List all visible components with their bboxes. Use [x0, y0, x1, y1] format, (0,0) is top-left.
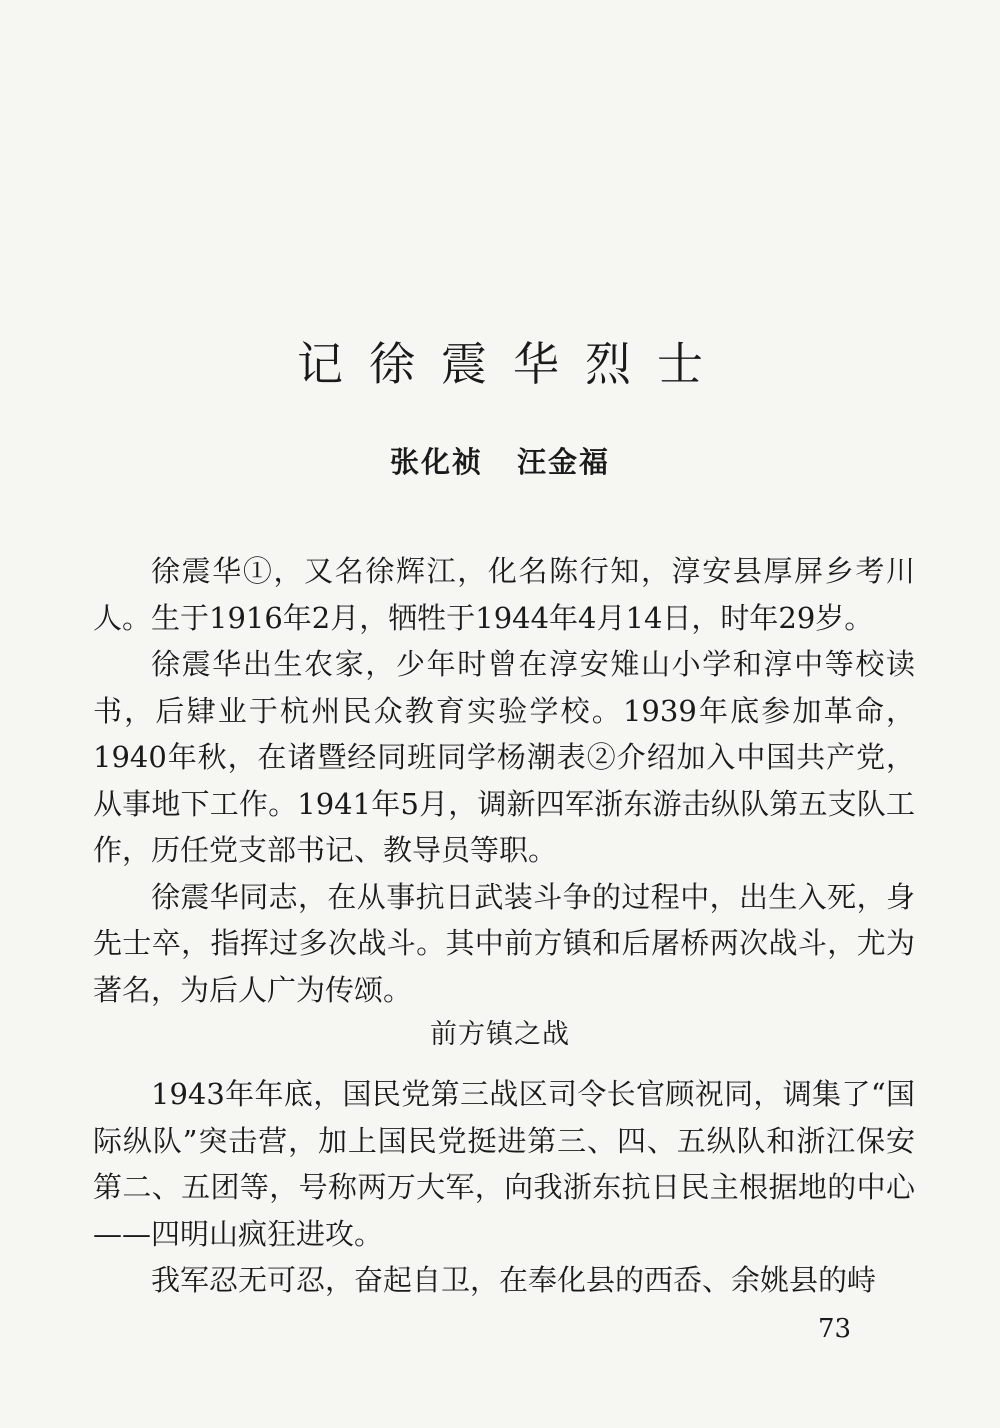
paragraph: 徐震华同志，在从事抗日武装斗争的过程中，出生入死，身先士卒，指挥过多次战斗。其中前方镇和后屠桥两次战斗，尤为著名，为后人广为传颂。	[93, 879, 915, 1007]
battle-section	[93, 1071, 915, 1304]
section-heading: 前方镇之战	[430, 1019, 570, 1050]
author-name: 汪金福	[517, 445, 611, 479]
intro-section	[93, 548, 915, 1013]
article-title: 记徐震华烈士	[297, 337, 729, 391]
paragraph: 徐震华出生农家，少年时曾在淳安雉山小学和淳中等校读书，后肄业于杭州民众教育实验学校。1939年底参加革命，1940年秋，在诸暨经同班同学杨潮表②介绍加入中国共产党，从事地下工作。1941年5月，调新四军浙东游击纵队第五支队工作，历任党支部书记、教导员等职。	[93, 647, 915, 867]
paragraph: 1943年年底，国民党第三战区司令长官顾祝同，调集了“国际纵队”突击营，加上国民党挺进第三、四、五纵队和浙江保安第二、五团等，号称两万大军，向我浙东抗日民主根据地的中心——四明山疯狂进攻。	[93, 1077, 915, 1251]
author-line	[0, 440, 1000, 481]
author-name: 张化祯	[389, 445, 483, 479]
paragraph: 我军忍无可忍，奋起自卫，在奉化县的西岙、余姚县的峙	[151, 1263, 877, 1297]
page-number: 73	[818, 1314, 852, 1344]
paragraph: 徐震华①，又名徐辉江，化名陈行知，淳安县厚屏乡考川人。生于1916年2月，牺牲于1944年4月14日，时年29岁。	[93, 554, 915, 635]
